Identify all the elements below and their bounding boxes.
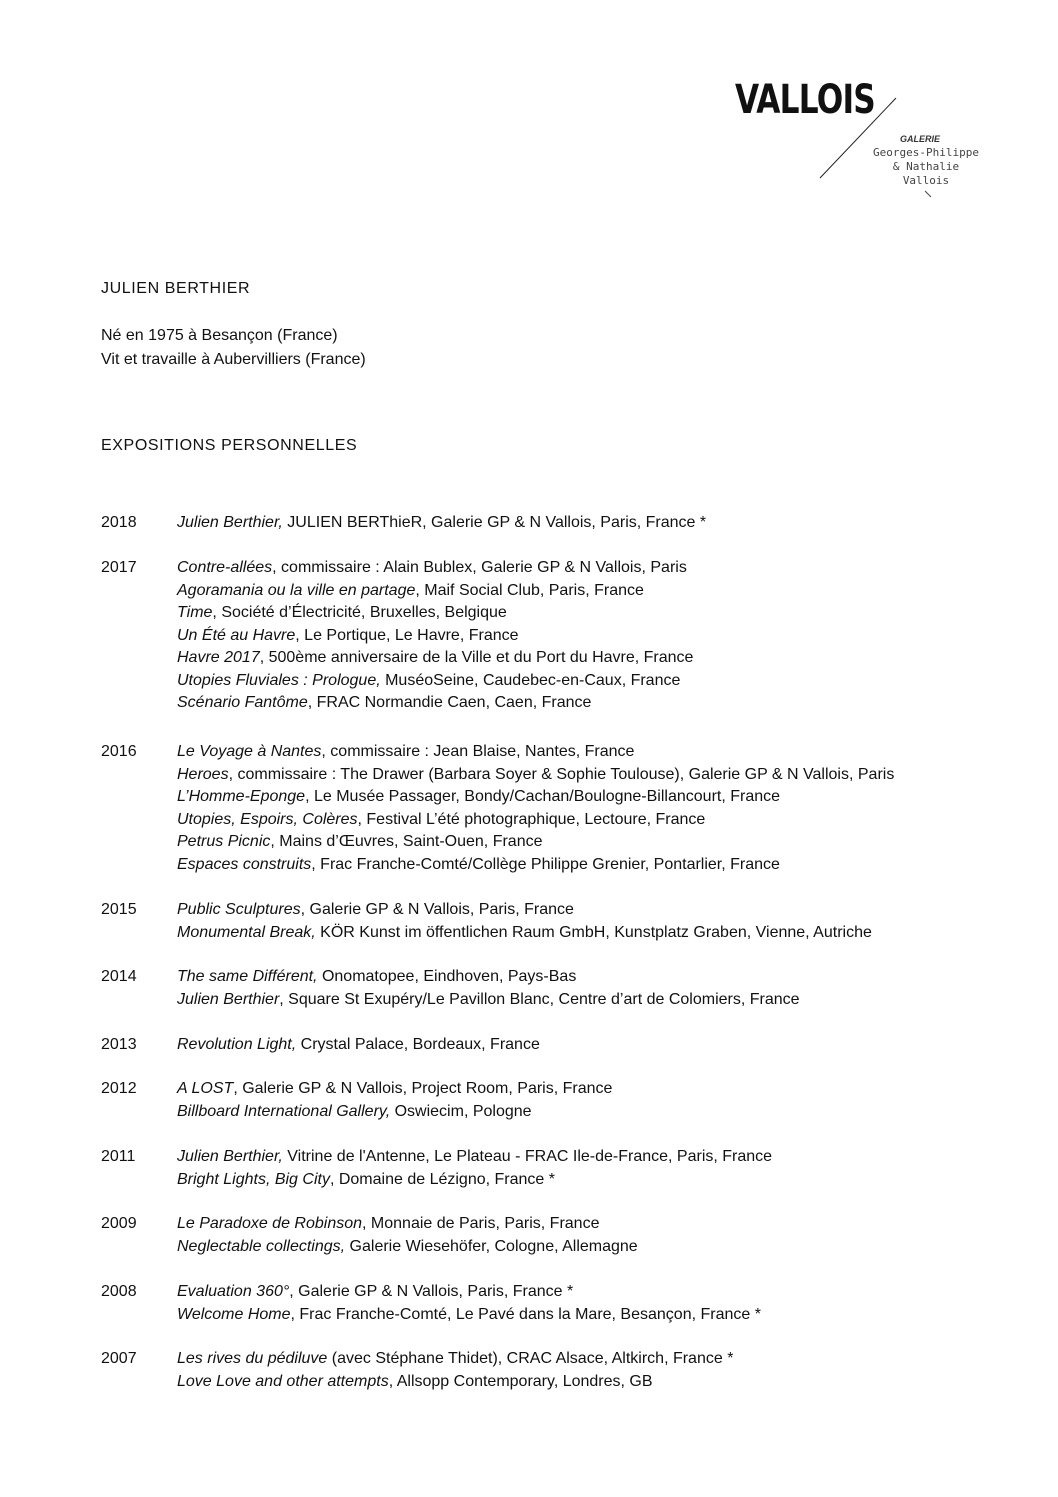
exhibition-title: Evaluation 360° bbox=[177, 1283, 290, 1300]
exhibition-title: L’Homme-Eponge bbox=[177, 788, 306, 805]
exhibition-title: The same Différent, bbox=[177, 968, 318, 985]
exhibition-details: , Galerie GP & N Vallois, Paris, France * bbox=[289, 1283, 574, 1300]
exhibition-details: , 500ème anniversaire de la Ville et du Port du Havre, France bbox=[259, 649, 694, 666]
exhibition-lines bbox=[177, 741, 997, 876]
exhibition-year: 2014 bbox=[101, 968, 137, 985]
exhibition-entry bbox=[177, 786, 997, 809]
exhibition-entry bbox=[177, 899, 997, 922]
exhibition-entry bbox=[177, 809, 997, 832]
exhibition-entry bbox=[177, 831, 997, 854]
exhibition-details: KÖR Kunst im öffentlichen Raum GmbH, Kunstplatz Graben, Vienne, Autriche bbox=[315, 923, 872, 941]
logo-name-line: Vallois bbox=[902, 174, 950, 187]
exhibition-entry bbox=[177, 1371, 997, 1394]
artist-name: JULIEN BERTHIER bbox=[101, 280, 251, 297]
exhibition-entry bbox=[177, 1169, 997, 1192]
exhibition-year: 2013 bbox=[101, 1036, 137, 1053]
exhibition-title: Havre 2017 bbox=[177, 649, 260, 666]
exhibition-title: Time bbox=[177, 604, 213, 621]
exhibition-details: , Square St Exupéry/Le Pavillon Blanc, Centre d’art de Colomiers, France bbox=[279, 990, 800, 1008]
exhibition-details: , Galerie GP & N Vallois, Project Room, Paris, France bbox=[233, 1080, 613, 1097]
exhibition-details: Vitrine de l'Antenne, Le Plateau - FRAC Ile-de-France, Paris, France bbox=[282, 1148, 773, 1165]
exhibition-entry bbox=[177, 625, 997, 648]
exhibition-lines bbox=[177, 1078, 997, 1123]
exhibition-title: Revolution Light, bbox=[177, 1036, 297, 1053]
logo-galerie-label: GALERIE bbox=[900, 134, 941, 144]
birth-info: Né en 1975 à Besançon (France) bbox=[101, 327, 338, 344]
exhibition-details: Oswiecim, Pologne bbox=[390, 1102, 532, 1120]
exhibition-details: MuséoSeine, Caudebec-en-Caux, France bbox=[380, 671, 681, 689]
exhibition-entry bbox=[177, 692, 997, 715]
exhibition-details: Crystal Palace, Bordeaux, France bbox=[296, 1036, 540, 1053]
exhibition-details: , Mains d’Œuvres, Saint-Ouen, France bbox=[270, 833, 543, 850]
exhibition-lines bbox=[177, 1146, 997, 1191]
exhibition-entry bbox=[177, 647, 997, 670]
exhibition-entry bbox=[177, 1101, 997, 1124]
exhibition-entry bbox=[177, 557, 997, 580]
section-title: EXPOSITIONS PERSONNELLES bbox=[101, 437, 358, 454]
exhibition-details: , commissaire : The Drawer (Barbara Soyer & Sophie Toulouse), Galerie GP & N Vallois, Paris bbox=[228, 765, 895, 783]
exhibition-lines bbox=[177, 966, 997, 1011]
exhibition-lines bbox=[177, 1034, 997, 1057]
exhibition-title: Julien Berthier, bbox=[177, 514, 283, 531]
residence-info: Vit et travaille à Aubervilliers (France) bbox=[101, 351, 366, 368]
exhibition-details: , commissaire : Alain Bublex, Galerie GP & N Vallois, Paris bbox=[272, 559, 687, 576]
exhibition-lines bbox=[177, 1348, 997, 1393]
exhibition-lines bbox=[177, 899, 997, 944]
exhibition-details: , Frac Franche-Comté, Le Pavé dans la Mare, Besançon, France * bbox=[290, 1305, 761, 1323]
exhibition-entry bbox=[177, 966, 997, 989]
exhibition-details: , Monnaie de Paris, Paris, France bbox=[362, 1215, 600, 1232]
exhibition-entry bbox=[177, 1078, 997, 1101]
exhibition-title: Neglectable collectings, bbox=[177, 1237, 346, 1255]
exhibition-details: , Société d’Électricité, Bruxelles, Belgique bbox=[212, 604, 507, 621]
exhibition-title: Love Love and other attempts bbox=[177, 1372, 389, 1390]
exhibition-details: , Allsopp Contemporary, Londres, GB bbox=[388, 1372, 653, 1390]
exhibition-entry bbox=[177, 741, 997, 764]
exhibition-year: 2009 bbox=[101, 1215, 137, 1232]
exhibition-details: (avec Stéphane Thidet), CRAC Alsace, Altkirch, France * bbox=[327, 1350, 734, 1367]
exhibition-entry bbox=[177, 1213, 997, 1236]
exhibition-entry bbox=[177, 1348, 997, 1371]
exhibition-year: 2018 bbox=[101, 514, 137, 531]
exhibition-title: Monumental Break, bbox=[177, 923, 316, 941]
logo-small-diagonal-icon bbox=[924, 190, 932, 198]
exhibition-year: 2011 bbox=[101, 1148, 136, 1165]
exhibition-entry bbox=[177, 1034, 997, 1057]
exhibition-details: , Festival L’été photographique, Lectoure, France bbox=[357, 810, 706, 828]
exhibition-title: Julien Berthier, bbox=[177, 1148, 283, 1165]
artist-bio bbox=[101, 324, 366, 372]
exhibition-title: A LOST bbox=[177, 1080, 234, 1097]
logo-name-line: Georges-Philippe bbox=[873, 146, 979, 159]
logo-wordmark: VALLOIS bbox=[735, 77, 875, 123]
exhibition-details: , Le Portique, Le Havre, France bbox=[295, 626, 519, 644]
exhibition-entry bbox=[177, 1146, 997, 1169]
exhibition-year: 2008 bbox=[101, 1283, 137, 1300]
exhibition-details: Galerie Wiesehöfer, Cologne, Allemagne bbox=[345, 1237, 638, 1255]
exhibition-title: Bright Lights, Big City bbox=[177, 1170, 330, 1188]
exhibition-details: , Maif Social Club, Paris, France bbox=[415, 581, 644, 599]
exhibition-entry bbox=[177, 602, 997, 625]
exhibition-title: Utopies, Espoirs, Colères bbox=[177, 810, 358, 828]
exhibition-title: Le Paradoxe de Robinson bbox=[177, 1215, 363, 1232]
exhibition-year: 2017 bbox=[101, 559, 137, 576]
exhibition-details: , Le Musée Passager, Bondy/Cachan/Boulogne-Billancourt, France bbox=[305, 788, 781, 805]
exhibition-lines bbox=[177, 557, 997, 715]
exhibition-lines bbox=[177, 1281, 997, 1326]
exhibition-entry bbox=[177, 512, 997, 535]
exhibition-entry bbox=[177, 580, 997, 603]
exhibition-entry bbox=[177, 922, 997, 945]
exhibition-title: Le Voyage à Nantes bbox=[177, 743, 322, 760]
exhibition-title: Agoramania ou la ville en partage bbox=[177, 581, 416, 599]
exhibition-year: 2007 bbox=[101, 1350, 137, 1367]
exhibition-title: Billboard International Gallery, bbox=[177, 1102, 391, 1120]
exhibition-details: , Domaine de Lézigno, France * bbox=[329, 1170, 555, 1188]
exhibition-entry bbox=[177, 1281, 997, 1304]
exhibition-title: Utopies Fluviales : Prologue, bbox=[177, 671, 381, 689]
exhibition-title: Petrus Picnic bbox=[177, 833, 271, 850]
exhibition-title: Heroes bbox=[177, 765, 229, 783]
exhibition-title: Scénario Fantôme bbox=[177, 694, 308, 711]
exhibition-entry bbox=[177, 764, 997, 787]
logo-name-line: & Nathalie bbox=[892, 160, 960, 173]
exhibition-entry bbox=[177, 1236, 997, 1259]
exhibition-year: 2016 bbox=[101, 743, 137, 760]
exhibition-entry bbox=[177, 989, 997, 1012]
exhibition-details: , Frac Franche-Comté/Collège Philippe Grenier, Pontarlier, France bbox=[311, 855, 780, 873]
exhibition-lines bbox=[177, 512, 997, 535]
logo-names bbox=[866, 146, 986, 188]
exhibition-details: , Galerie GP & N Vallois, Paris, France bbox=[300, 901, 574, 918]
exhibition-title: Espaces construits bbox=[177, 855, 312, 873]
exhibition-details: , FRAC Normandie Caen, Caen, France bbox=[307, 694, 592, 711]
exhibition-title: Public Sculptures bbox=[177, 901, 301, 918]
exhibition-year: 2015 bbox=[101, 901, 137, 918]
exhibition-entry bbox=[177, 854, 997, 877]
exhibition-title: Welcome Home bbox=[177, 1305, 291, 1323]
exhibition-title: Un Été au Havre bbox=[177, 626, 296, 644]
exhibition-lines bbox=[177, 1213, 997, 1258]
exhibition-entry bbox=[177, 1304, 997, 1327]
exhibition-year: 2012 bbox=[101, 1080, 137, 1097]
exhibition-details: Onomatopee, Eindhoven, Pays-Bas bbox=[317, 968, 577, 985]
exhibition-title: Contre-allées bbox=[177, 559, 273, 576]
exhibition-entry bbox=[177, 670, 997, 693]
exhibition-title: Julien Berthier bbox=[177, 990, 280, 1008]
exhibition-details: JULIEN BERThieR, Galerie GP & N Vallois, Paris, France * bbox=[282, 514, 707, 531]
exhibition-title: Les rives du pédiluve bbox=[177, 1350, 328, 1367]
exhibition-details: , commissaire : Jean Blaise, Nantes, France bbox=[321, 743, 635, 760]
